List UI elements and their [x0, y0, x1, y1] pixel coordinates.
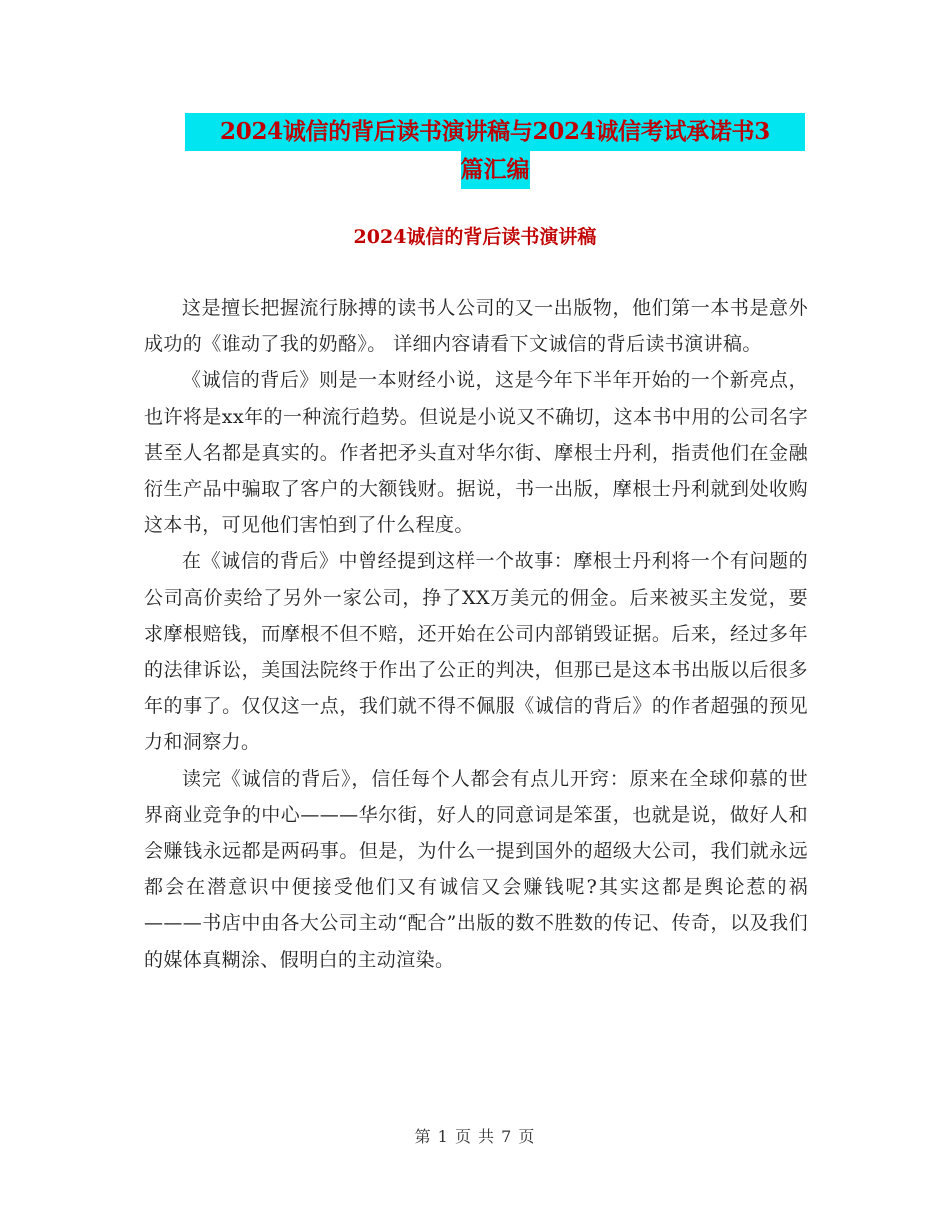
document-title-line-1: 2024诚信的背后读书演讲稿与2024诚信考试承诺书3	[185, 113, 805, 151]
section-heading: 2024诚信的背后读书演讲稿	[353, 226, 597, 248]
document-title-line-2: 篇汇编	[461, 151, 530, 189]
page-footer: 第 1 页 共 7 页	[414, 1127, 536, 1146]
paragraph: 在《诚信的背后》中曾经提到这样一个故事：摩根士丹利将一个有问题的公司高价卖给了另外一家公司，挣了XX万美元的佣金。后来被买主发觉，要求摩根赔钱，而摩根不但不赔，还开始在公司内部销毁证据。后来，经过多年的法律诉讼，美国法院终于作出了公正的判决，但那已是这本书出版以后很多年的事了。仅仅这一点，我们就不得不佩服《诚信的背后》的作者超强的预见力和洞察力。	[144, 550, 808, 754]
document-body	[144, 290, 808, 978]
paragraph: 《诚信的背后》则是一本财经小说，这是今年下半年开始的一个新亮点，也许将是xx年的一种流行趋势。但说是小说又不确切，这本书中用的公司名字甚至人名都是真实的。作者把矛头直对华尔街、摩根士丹利，指责他们在金融衍生产品中骗取了客户的大额钱财。据说，书一出版，摩根士丹利就到处收购这本书，可见他们害怕到了什么程度。	[144, 369, 808, 537]
paragraph: 这是擅长把握流行脉搏的读书人公司的又一出版物，他们第一本书是意外成功的《谁动了我的奶酪》。 详细内容请看下文诚信的背后读书演讲稿。	[144, 297, 808, 356]
paragraph: 读完《诚信的背后》，信任每个人都会有点儿开窍：原来在全球仰慕的世界商业竞争的中心———华尔街，好人的同意词是笨蛋，也就是说，做好人和会赚钱永远都是两码事。但是，为什么一提到国外的超级大公司，我们就永远都会在潜意识中便接受他们又有诚信又会赚钱呢?其实这都是舆论惹的祸———书店中由各大公司主动“配合”出版的数不胜数的传记、传奇，以及我们的媒体真糊涂、假明白的主动渲染。	[144, 767, 808, 971]
document-title	[185, 113, 805, 189]
